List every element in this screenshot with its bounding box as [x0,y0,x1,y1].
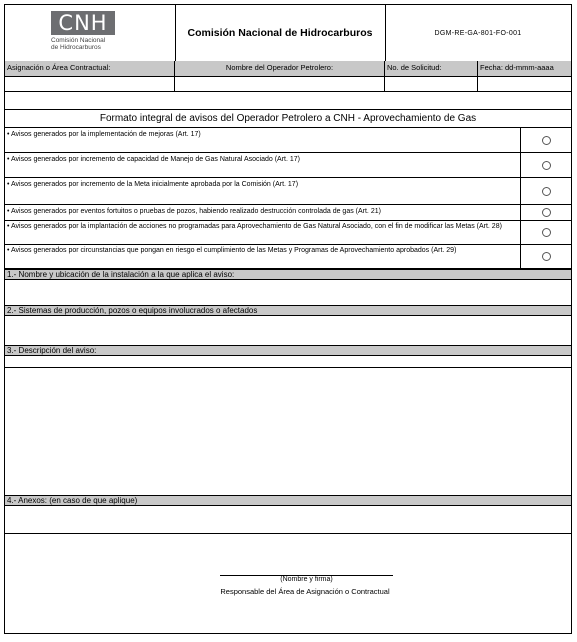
radio-button[interactable] [542,136,551,145]
option-label: • Avisos generados por incremento de la Meta inicialmente aprobada por la Comisión (Art. 17) [7,181,299,188]
option-label: • Avisos generados por eventos fortuitos o pruebas de pozos, habiendo realizado destrucción controlada de gas (Art. 21) [7,208,381,215]
logo-subtitle [51,37,117,51]
asignacion-label: Asignación o Área Contractual: [5,61,174,77]
option-label: • Avisos generados por circunstancias que pongan en riesgo el cumplimiento de las Metas y Programas de Aprovechamiento aprobados (Art. 29) [7,247,457,254]
option-radio-cell[interactable] [520,245,572,268]
document-title: Comisión Nacional de Hidrocarburos [175,5,386,61]
solicitud-field[interactable] [385,77,477,91]
section-1-field[interactable] [5,280,571,306]
option-row[interactable] [5,205,571,221]
document-code: DGM-RE-GA-801-FO-001 [434,29,522,37]
form-sheet [4,4,572,634]
radio-button[interactable] [542,252,551,261]
solicitud-label: No. de Solicitud: [385,61,477,77]
option-label: • Avisos generados por la implantación de acciones no programadas para Aprovechamiento de Gas Natural Asociado, con el fin de modificar las Metas (Art. 28) [7,223,502,230]
asignacion-cell [5,61,175,91]
section-4-header: 4.- Anexos: (en caso de que aplique) [5,495,571,506]
operador-label: Nombre del Operador Petrolero: [175,61,384,77]
option-row[interactable] [5,245,571,269]
section-3-header: 3.- Descripción del aviso: [5,345,571,356]
section-4-field[interactable] [5,506,571,534]
signature-name-label: (Nombre y firma) [280,576,333,583]
option-radio-cell[interactable] [520,178,572,204]
asignacion-field[interactable] [5,77,174,91]
option-label: • Avisos generados por la implementación de mejoras (Art. 17) [7,131,201,138]
cnh-logo [51,11,117,55]
fecha-label: Fecha: dd-mmm-aaaa [478,61,571,77]
logo-sub-line-1: Comisión Nacional [51,37,106,44]
radio-button[interactable] [542,208,551,217]
option-row[interactable] [5,153,571,178]
operador-cell [175,61,385,91]
option-row[interactable] [5,178,571,205]
section-1-header: 1.- Nombre y ubicación de la instalación a la que aplica el aviso: [5,269,571,280]
option-label: • Avisos generados por incremento de capacidad de Manejo de Gas Natural Asociado (Art. 17) [7,156,300,163]
option-radio-cell[interactable] [520,153,572,177]
radio-button[interactable] [542,161,551,170]
option-radio-cell[interactable] [520,205,572,220]
logo-cell [5,5,176,61]
logo-sub-line-2: de Hidrocarburos [51,44,101,51]
option-row[interactable] [5,128,571,153]
fecha-field[interactable] [478,77,571,91]
option-row[interactable] [5,221,571,245]
radio-button[interactable] [542,228,551,237]
option-radio-cell[interactable] [520,221,572,244]
signature-role-label: Responsable del Área de Asignación o Contractual [220,587,390,596]
radio-button[interactable] [542,187,551,196]
section-2-header: 2.- Sistemas de producción, pozos o equipos involucrados o afectados [5,305,571,316]
form-title: Formato integral de avisos del Operador Petrolero a CNH - Aprovechamiento de Gas [5,110,571,128]
operador-field[interactable] [175,77,384,91]
info-row [5,61,571,92]
info-values-row[interactable] [5,91,571,110]
section-2-field[interactable] [5,316,571,346]
logo-mark: CNH [51,11,115,35]
solicitud-cell [385,61,478,91]
section-3-field[interactable] [5,367,571,496]
header [5,5,571,62]
fecha-cell [478,61,571,91]
option-radio-cell[interactable] [520,128,572,152]
